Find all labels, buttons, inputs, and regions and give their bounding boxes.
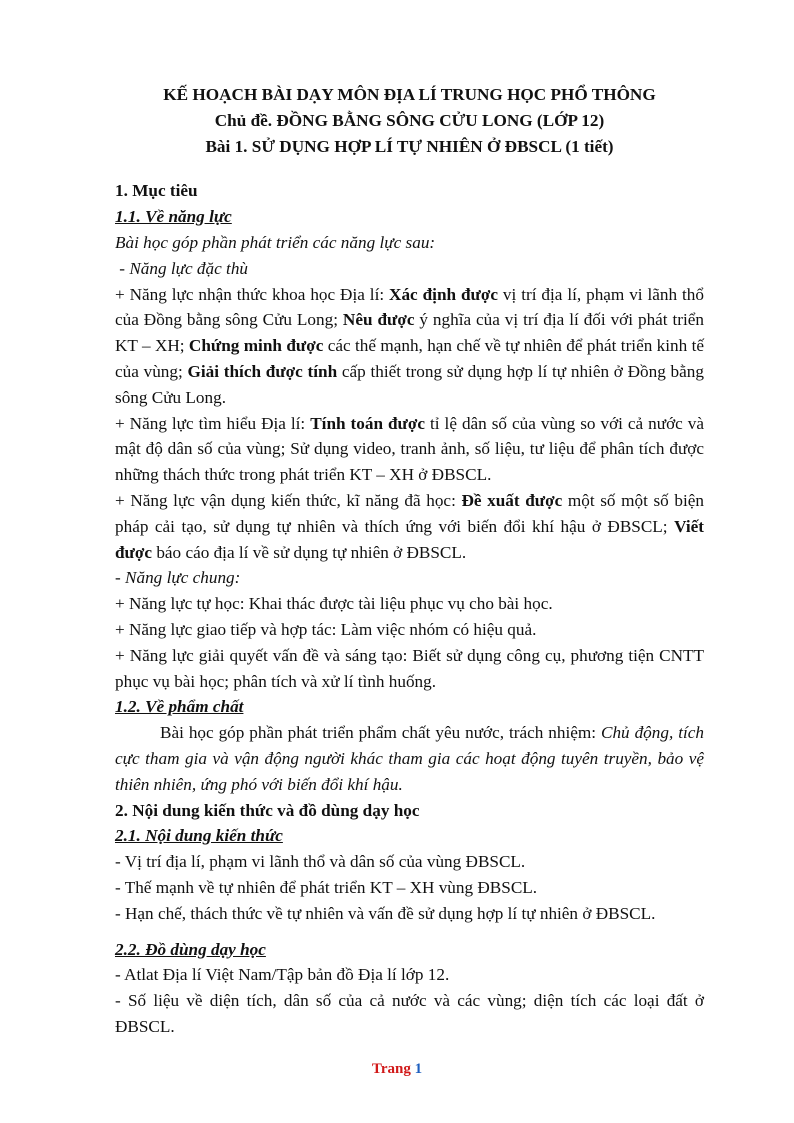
paragraph-competence-2 — [115, 411, 704, 488]
text: + Năng lực nhận thức khoa học Địa lí: — [115, 284, 390, 304]
section-1-2-heading: 1.2. Về phẩm chất — [115, 697, 244, 717]
bold-text: Đề xuất được — [461, 490, 563, 510]
paragraph-competence-1 — [115, 282, 704, 411]
knowledge-item-1: - Vị trí địa lí, phạm vi lãnh thổ và dân số của vùng ĐBSCL. — [115, 852, 526, 872]
section-2-heading: 2. Nội dung kiến thức và đồ dùng dạy học — [115, 800, 420, 820]
material-item-2: - Số liệu về diện tích, dân số của cả nước và các vùng; diện tích các loại đất ở ĐBSCL. — [115, 991, 704, 1036]
text: + Năng lực tìm hiểu Địa lí: — [115, 413, 311, 433]
bold-text: Xác định được — [389, 284, 498, 304]
section-2-1-heading: 2.1. Nội dung kiến thức — [115, 826, 283, 846]
text: Bài học góp phần phát triển phẩm chất yêu nước, trách nhiệm: — [160, 723, 601, 743]
page-label: Trang — [371, 1061, 411, 1077]
section-1-1-heading: 1.1. Về năng lực — [115, 207, 232, 227]
doc-title-line-3: Bài 1. SỬ DỤNG HỢP LÍ TỰ NHIÊN Ở ĐBSCL (1 tiết) — [205, 136, 614, 156]
document-page — [115, 82, 704, 1040]
bold-text: Chứng minh được — [188, 336, 324, 356]
material-item-1: - Atlat Địa lí Việt Nam/Tập bản đồ Địa lí lớp 12. — [115, 965, 450, 985]
general-competence-label: - Năng lực chung: — [115, 568, 241, 588]
doc-title-line-1: KẾ HOẠCH BÀI DẠY MÔN ĐỊA LÍ TRUNG HỌC PHỔ THÔNG — [163, 85, 656, 104]
page-number: 1 — [414, 1061, 423, 1077]
section-2-2-heading: 2.2. Đồ dùng dạy học — [115, 939, 266, 959]
text: tỉ lệ dân số của vùng so với cả nước và mật độ dân số của vùng; Sử dụng video, tranh ảnh, số liệu, tư liệu để phân tích được những thách thức trong phát triển KT – XH ở ĐBSCL. — [115, 413, 704, 485]
text: các thế mạnh, hạn chế về tự nhiên để phát triển kinh tế của vùng; — [115, 336, 704, 381]
doc-title-line-2: Chủ đề. ĐỒNG BẰNG SÔNG CỬU LONG (LỚP 12) — [214, 110, 605, 130]
section-1-heading: 1. Mục tiêu — [115, 181, 198, 201]
text: vị trí địa lí, phạm vi lãnh thổ của Đồng bằng sông Cửu Long; — [115, 284, 704, 330]
bold-text: Tính toán được — [310, 413, 426, 433]
intro-text: Bài học góp phần phát triển các năng lực sau: — [115, 232, 436, 252]
text: cấp thiết trong sử dụng hợp lí tự nhiên ở Đồng bằng sông Cửu Long. — [115, 361, 704, 407]
text: ý nghĩa của vị trí địa lí đối với phát triển KT – XH; — [115, 310, 704, 356]
page-footer — [0, 1061, 794, 1078]
bold-text: Viết được — [115, 516, 704, 562]
knowledge-item-2: - Thế mạnh về tự nhiên để phát triển KT – XH vùng ĐBSCL. — [115, 877, 538, 897]
general-competence-1: + Năng lực tự học: Khai thác được tài liệu phục vụ cho bài học. — [115, 594, 553, 614]
knowledge-item-3: - Hạn chế, thách thức về tự nhiên và vấn đề sử dụng hợp lí tự nhiên ở ĐBSCL. — [115, 903, 656, 923]
quality-paragraph — [115, 720, 704, 797]
text: + Năng lực vận dụng kiến thức, kĩ năng đã học: — [115, 490, 462, 510]
text: một số một số biện pháp cải tạo, sử dụng tự nhiên và thích ứng với biến đổi khí hậu ở ĐBSCL; — [115, 490, 704, 536]
italic-text: Chủ động, tích cực tham gia và vận động người khác tham gia các hoạt động tuyên truyền, bảo vệ thiên nhiên, ứng phó với biến đổi khí hậu. — [115, 723, 704, 794]
general-competence-3: + Năng lực giải quyết vấn đề và sáng tạo: Biết sử dụng công cụ, phương tiện CNTT phục vụ bài học; phân tích và xử lí tình huống. — [115, 645, 704, 691]
bold-text: Giải thích được tính — [187, 361, 338, 381]
text: báo cáo địa lí về sử dụng tự nhiên ở ĐBSCL. — [152, 542, 467, 562]
paragraph-competence-3 — [115, 488, 704, 565]
bold-text: Nêu được — [342, 310, 415, 330]
general-competence-2: + Năng lực giao tiếp và hợp tác: Làm việc nhóm có hiệu quả. — [115, 619, 537, 639]
specific-competence-label: - Năng lực đặc thù — [115, 258, 249, 278]
